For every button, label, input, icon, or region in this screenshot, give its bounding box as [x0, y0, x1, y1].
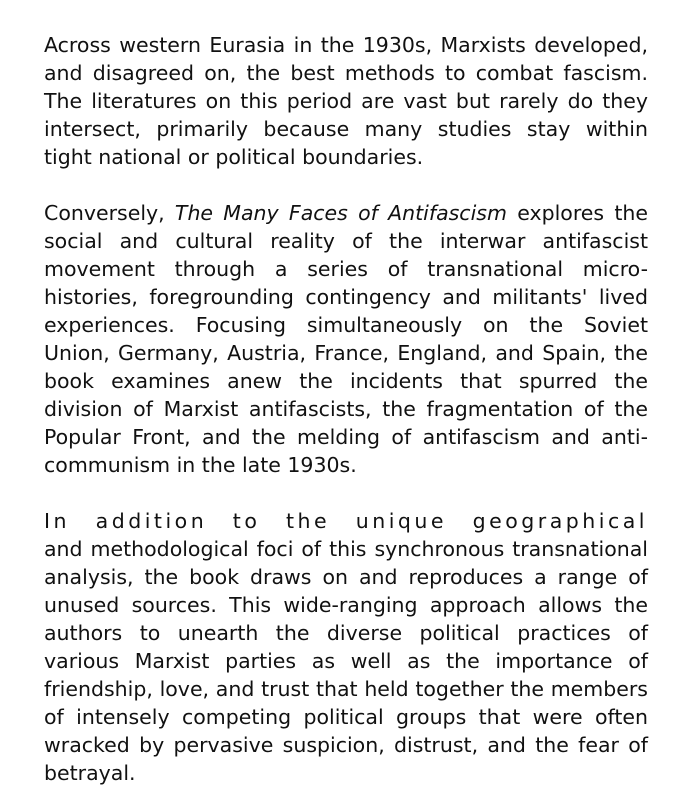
- paragraph-overview-lead: Conversely,: [44, 201, 175, 225]
- paragraph-intro: Across western Eurasia in the 1930s, Marxists developed, and disagreed on, the best methods to combat fascism. The literatures on this period are vast but rarely do they intersect, primarily because many studies stay within tight national or political boundaries.: [44, 33, 648, 169]
- paragraph-overview: [44, 199, 648, 479]
- book-title: The Many Faces of Antifascism: [174, 201, 507, 225]
- document-body: [44, 31, 648, 787]
- paragraph-overview-rest: explores the social and cultural reality of the interwar antifascist movement through a series of transnational micro-histories, foregrounding contingency and militants' lived experiences. Focusing simultaneously on the Soviet Union, Germany, Austria, France, England, and Spain, the book examines anew the incidents that spurred the division of Marxist antifascists, the fragmentation of the Popular Front, and the melding of antifascism and anti-communism in the late 1930s.: [44, 201, 648, 477]
- paragraph-methods: In addition to the unique geographical and methodological foci of this synchronous transnational analysis, the book draws on and reproduces a range of unused sources. This wide-ranging approach allows the authors to unearth the diverse political practices of various Marxist parties as well as the importance of friendship, love, and trust that held together the members of intensely competing political groups that were often wracked by pervasive suspicion, distrust, and the fear of betrayal.: [44, 509, 648, 785]
